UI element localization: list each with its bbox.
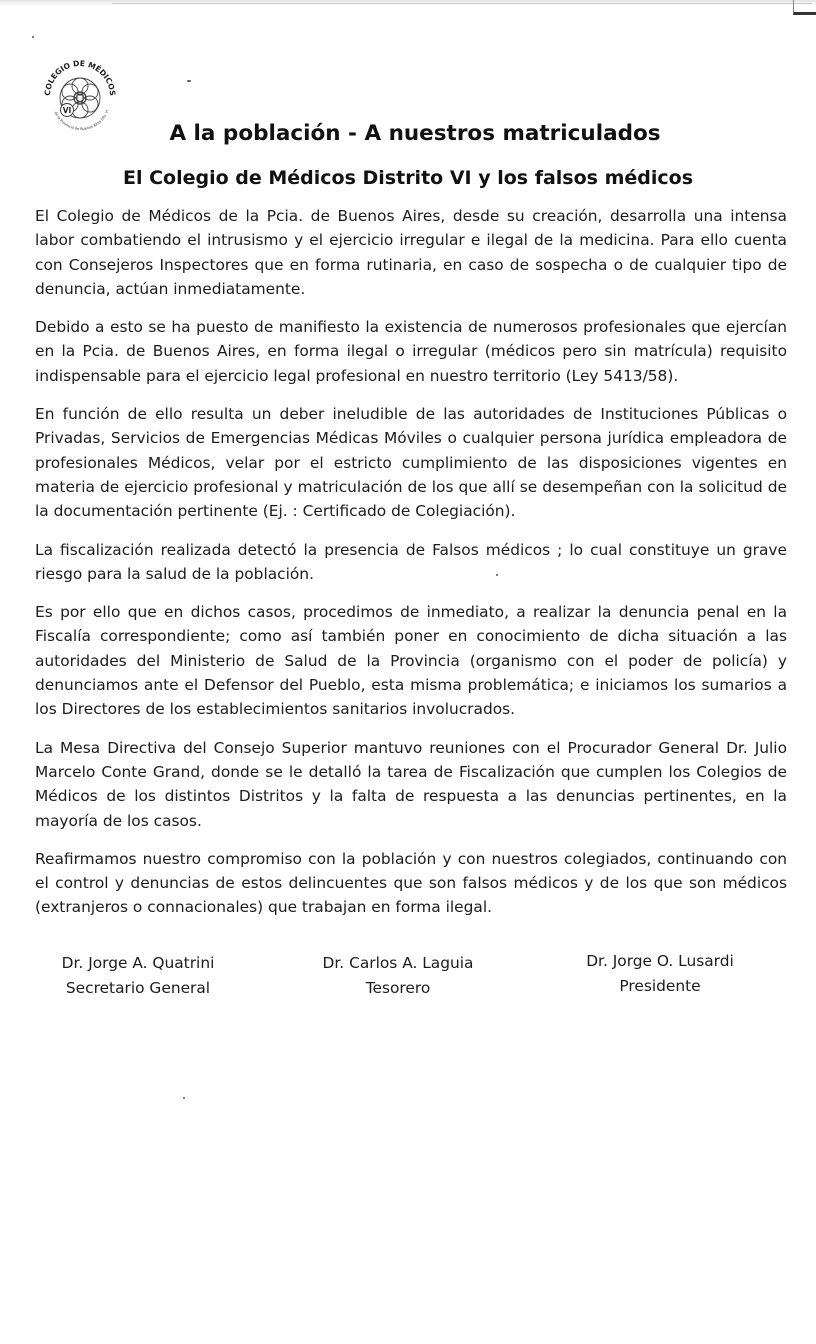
scan-speck [183, 1097, 185, 1099]
signature-role: Secretario General [65, 979, 211, 997]
scan-speck [187, 80, 191, 82]
page-subtitle: El Colegio de Médicos Distrito VI y los falsos médicos [122, 167, 694, 189]
paragraph-6: La Mesa Directiva del Consejo Superior mantuvo reuniones con el Procurador General Dr. Julio Marcelo Conte Grand, donde se le detalló la tarea de Fiscalización que cumplen los Colegios de Médicos de los distintos Distritos y la falta de respuesta a las denuncias pertinentes, en la mayoría de los casos. [35, 738, 787, 830]
scan-speck [496, 574, 498, 576]
signature-president [560, 949, 760, 999]
signature-role: Presidente [619, 977, 701, 995]
paragraph-1: El Colegio de Médicos de la Pcia. de Buenos Aires, desde su creación, desarrolla una intensa labor combatiendo el intrusismo y el ejercicio irregular e ilegal de la medicina. Para ello cuenta con Consejeros Inspectores que en forma rutinaria, en caso de sospecha o de cualquier tipo de denuncia, actúan inmediatamente. [35, 207, 787, 298]
paragraph-7: Reafirmamos nuestro compromiso con la población y con nuestros colegiados, continuando con el control y denuncias de estos delincuentes que son falsos médicos y de los que son médicos (extranjeros o connacionales) que trabajan en forma ilegal. [35, 849, 787, 917]
paragraph-4: La fiscalización realizada detectó la presencia de Falsos médicos ; lo cual constituye un grave riesgo para la salud de la población. [35, 540, 787, 583]
scan-speck [32, 36, 34, 38]
svg-text:COLEGIO DE MÉDICOS [43, 59, 117, 96]
scan-line [112, 3, 812, 4]
signature-role: Tesorero [365, 979, 431, 997]
paragraph-3: En función de ello resulta un deber ineludible de las autoridades de Instituciones Públicas o Privadas, Servicios de Emergencias Médicas Móviles o cualquier persona jurídica empleadora de profesionales Médicos, velar por el estricto cumplimiento de las disposiciones vigentes en materia de ejercicio profesional y matriculación de los que allí se desempeñan con la solicitud de la documentación pertinente (Ej. : Certificado de Colegiación). [35, 405, 787, 521]
signature-name: Dr. Carlos A. Laguia [322, 954, 474, 972]
signature-name: Dr. Jorge A. Quatrini [61, 954, 215, 972]
letter-body [35, 204, 787, 934]
seal-top-text: COLEGIO DE MÉDICOS [42, 58, 118, 97]
signature-name: Dr. Jorge O. Lusardi [586, 952, 734, 970]
signature-secretary [40, 951, 236, 1001]
seal-bottom-text: de la Provincia de Buenos Aires Dto. VI [53, 109, 110, 132]
corner-mark [793, 0, 816, 15]
signature-treasurer [300, 951, 496, 1001]
page-title: A la población - A nuestros matriculados [169, 121, 661, 146]
paragraph-2: Debido a esto se ha puesto de manifiesto la existencia de numerosos profesionales que ejercían en la Pcia. de Buenos Aires, en forma ilegal o irregular (médicos pero sin matrícula) requisito indispensable para el ejercicio legal profesional en nuestro territorio (Ley 5413/58). [35, 318, 787, 385]
paragraph-5: Es por ello que en dichos casos, procedimos de inmediato, a realizar la denuncia penal en la Fiscalía correspondiente; como así también poner en conocimiento de dicha situación a las autoridades del Ministerio de Salud de la Provincia (organismo con el poder de policía) y denunciamos ante el Defensor del Pueblo, esta misma problemática; e iniciamos los sumarios a los Directores de los establecimientos sanitarios involucrados. [35, 603, 787, 719]
seal-center-numeral: VI [62, 106, 72, 115]
